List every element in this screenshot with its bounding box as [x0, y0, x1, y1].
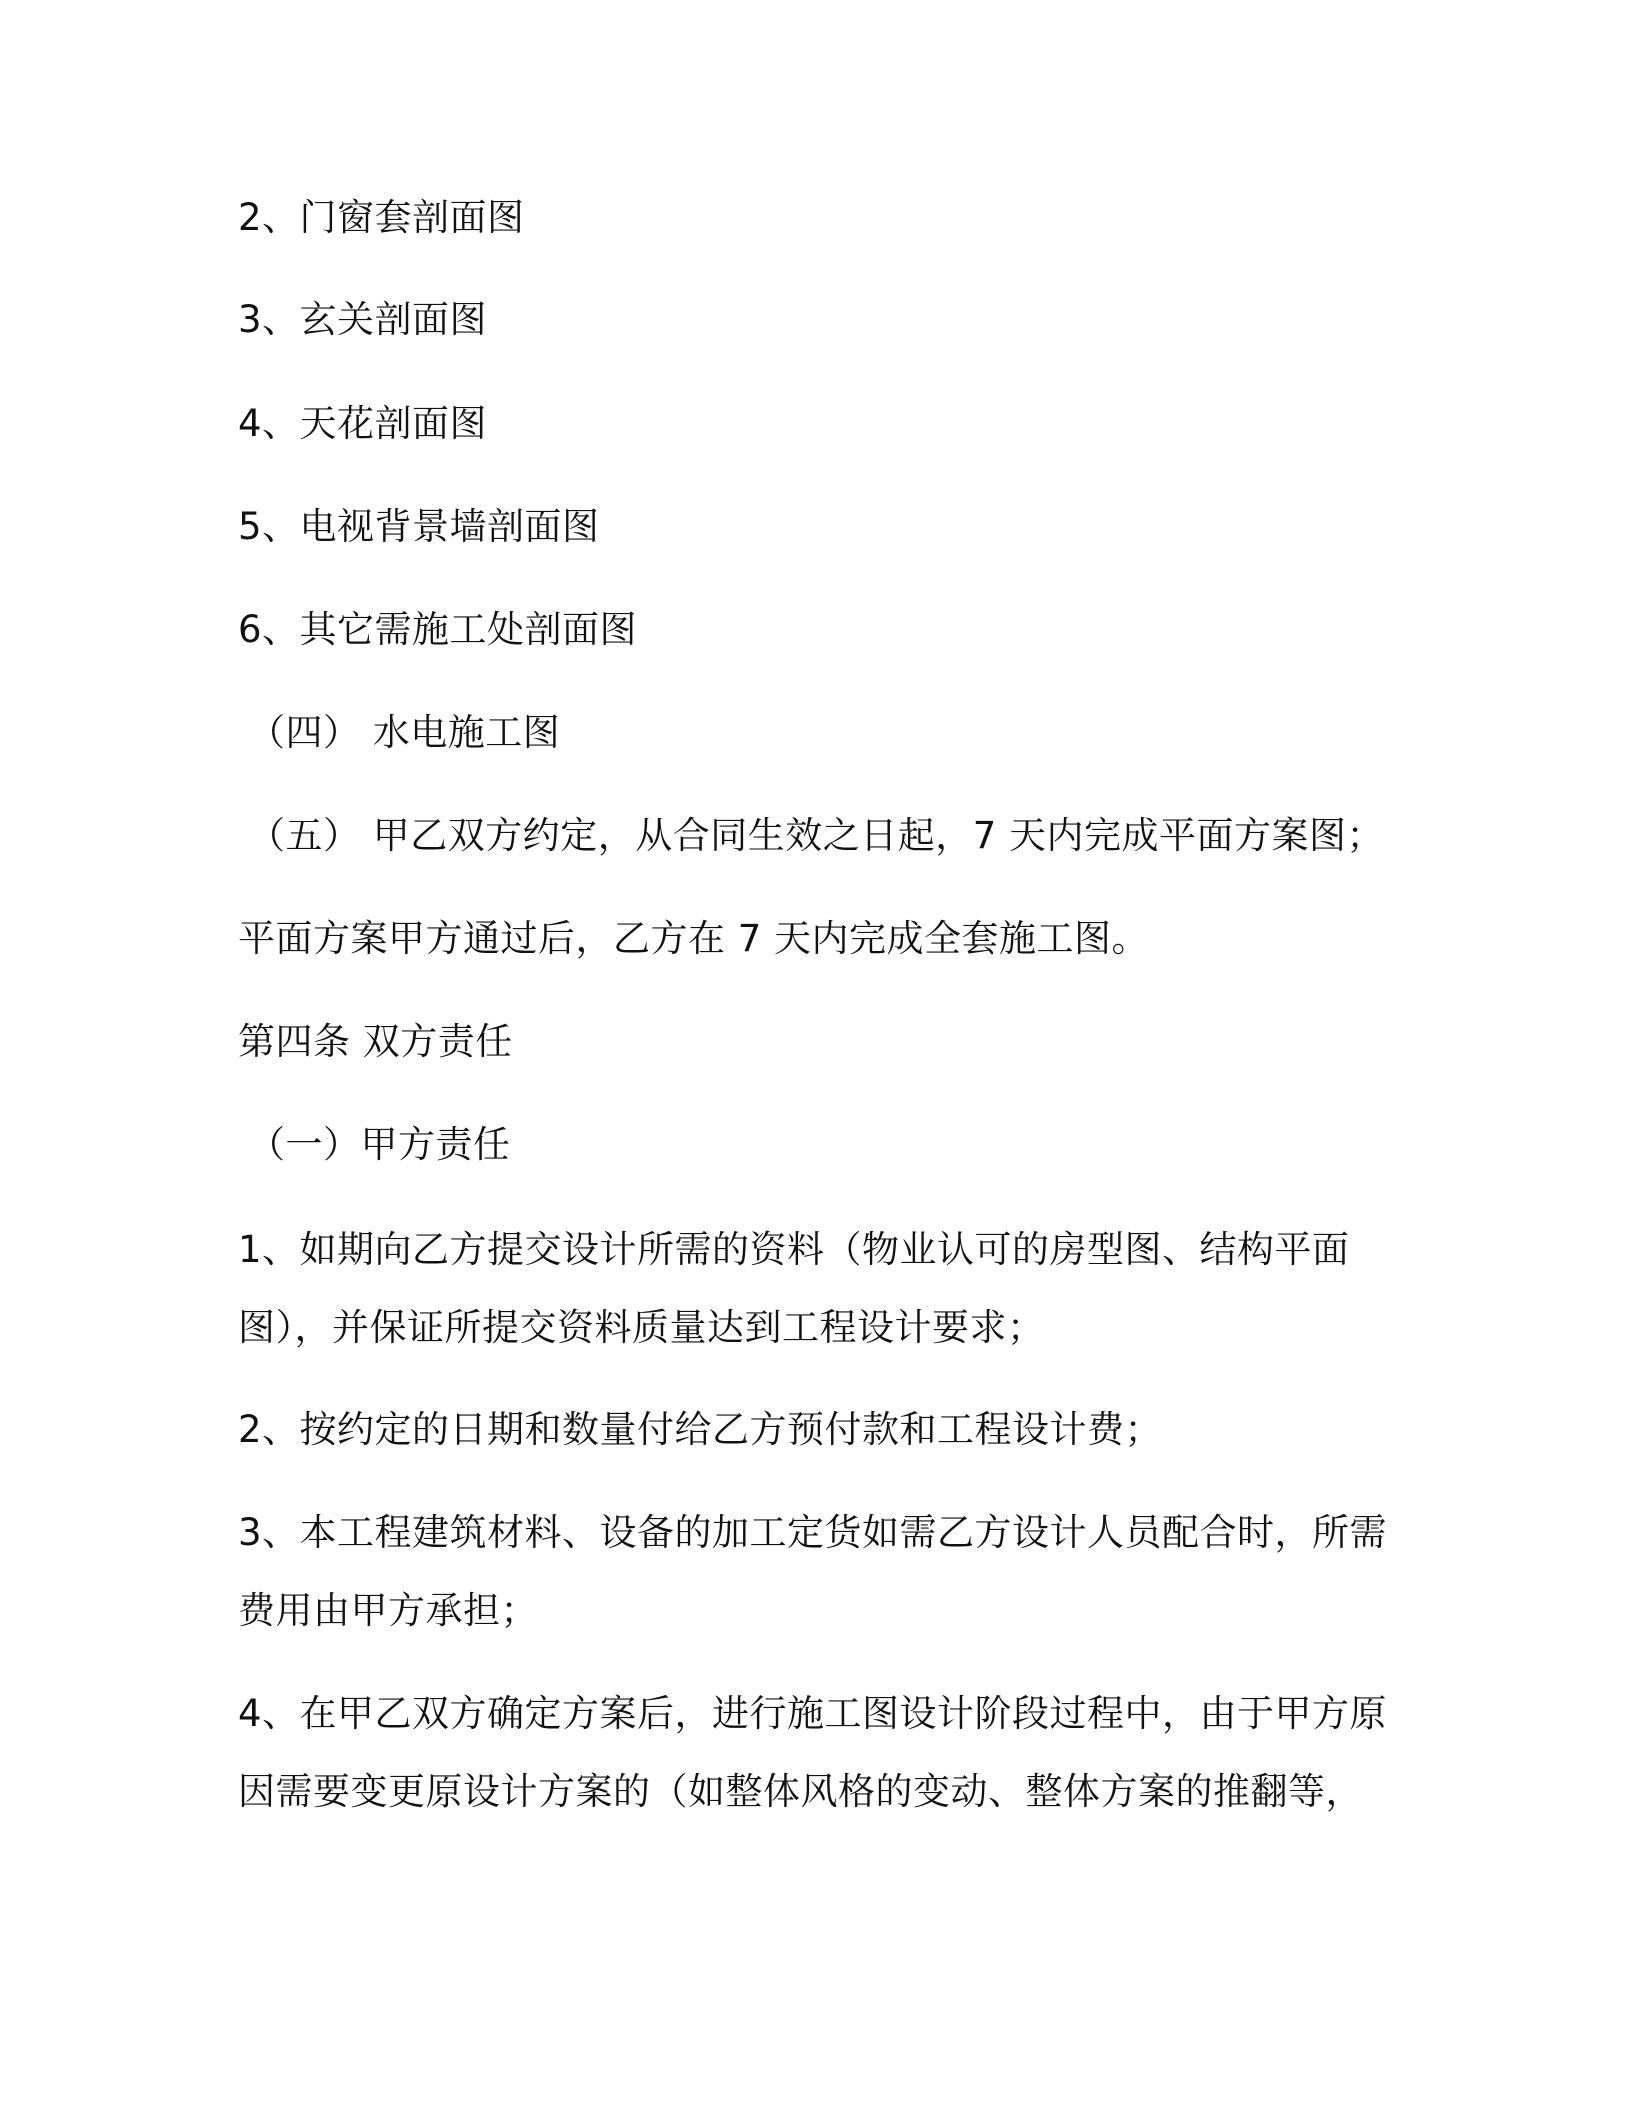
list-item-1-line-1: 1、如期向乙方提交设计所需的资料（物业认可的房型图、结构平面: [238, 1228, 1350, 1271]
paragraph-agreement-line-1: （五） 甲乙双方约定，从合同生效之日起，7 天内完成平面方案图；: [248, 814, 1385, 857]
list-item-tv-wall-section: 5、电视背景墙剖面图: [238, 505, 600, 548]
subsection-heading-plumbing: （四） 水电施工图: [248, 711, 561, 754]
article-heading-responsibilities: 第四条 双方责任: [238, 1020, 513, 1063]
list-item-3-line-1: 3、本工程建筑材料、设备的加工定货如需乙方设计人员配合时，所需: [238, 1511, 1388, 1554]
list-item-2: 2、按约定的日期和数量付给乙方预付款和工程设计费；: [238, 1408, 1163, 1451]
list-item-other-section: 6、其它需施工处剖面图: [238, 608, 638, 651]
list-item-1-line-2: 图），并保证所提交资料质量达到工程设计要求；: [238, 1306, 1045, 1349]
list-item-entrance-section: 3、玄关剖面图: [238, 298, 488, 341]
list-item-3-line-2: 费用由甲方承担；: [238, 1589, 538, 1632]
subsection-heading-party-a: （一）甲方责任: [248, 1123, 511, 1166]
list-item-4-line-2: 因需要变更原设计方案的（如整体风格的变动、整体方案的推翻等，: [238, 1770, 1363, 1813]
list-item-ceiling-section: 4、天花剖面图: [238, 402, 488, 445]
paragraph-agreement-line-2: 平面方案甲方通过后，乙方在 7 天内完成全套施工图。: [238, 917, 1150, 960]
list-item-4-line-1: 4、在甲乙双方确定方案后，进行施工图设计阶段过程中，由于甲方原: [238, 1692, 1388, 1735]
list-item-door-window-section: 2、门窗套剖面图: [238, 196, 525, 239]
